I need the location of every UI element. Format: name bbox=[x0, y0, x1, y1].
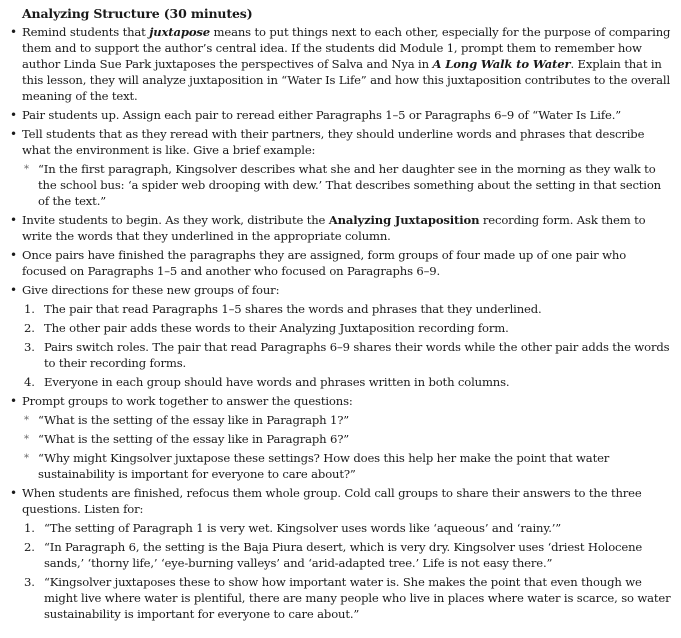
term-juxtapose: juxtapose bbox=[149, 25, 211, 39]
bullet-text: recording form. Ask them to write the words that they underlined in the appropriate column. bbox=[22, 213, 646, 243]
bullet-juxtapose-definition bbox=[8, 24, 671, 104]
section-heading: Analyzing Structure (30 minutes) bbox=[22, 6, 253, 21]
bullet-text: means to put things next to each other, especially for the purpose of comparing them and to support the author’s central idea. If the students did Module 1, prompt them to remember how author Linda Sue Park juxtaposes the perspectives of Salva and Nya in bbox=[22, 25, 671, 71]
item-number: 2. bbox=[24, 540, 35, 554]
question-item: * “Why might Kingsolver juxtapose these settings? How does this help her make the point that water sustainability is important for everyone to care about?” bbox=[22, 450, 671, 482]
bullet-pair-students: • Pair students up. Assign each pair to reread either Paragraphs 1–5 or Paragraphs 6–9 of “Water Is Life.” bbox=[8, 107, 671, 123]
item-number: 3. bbox=[24, 575, 35, 589]
bullet-text: Invite students to begin. As they work, distribute the bbox=[22, 213, 329, 227]
bullet-refocus-group bbox=[8, 485, 671, 622]
answer-item bbox=[22, 520, 671, 536]
bullet-text: Remind students that bbox=[22, 25, 150, 39]
bullet-invite-students bbox=[8, 212, 671, 244]
item-text: “The setting of Paragraph 1 is very wet. Kingsolver uses words like ‘aqueous’ and ‘rainy.’” bbox=[44, 521, 562, 535]
bullet-text: When students are finished, refocus them whole group. Cold call groups to share their answers to the three questions. Listen for: bbox=[22, 486, 642, 516]
direction-item bbox=[22, 339, 671, 371]
direction-item bbox=[22, 320, 671, 336]
example-item: * “In the first paragraph, Kingsolver describes what she and her daughter see in the morning as they walk to the school bus: ‘a spider web drooping with dew.’ That describes something about the setting in that section of the text.” bbox=[22, 161, 671, 209]
form-name: Analyzing Juxtaposition bbox=[328, 213, 480, 227]
question-item: * “What is the setting of the essay like in Paragraph 6?” bbox=[22, 431, 671, 447]
answer-item bbox=[22, 539, 671, 571]
item-text: Everyone in each group should have words and phrases written in both columns. bbox=[44, 375, 510, 389]
answer-item bbox=[22, 574, 671, 622]
item-number: 2. bbox=[24, 321, 35, 335]
question-list bbox=[22, 412, 671, 482]
item-number: 4. bbox=[24, 375, 35, 389]
item-number: 1. bbox=[24, 521, 35, 535]
bullet-form-groups: • Once pairs have finished the paragraphs they are assigned, form groups of four made up of one pair who focused on Paragraphs 1–5 and another who focused on Paragraphs 6–9. bbox=[8, 247, 671, 279]
item-number: 1. bbox=[24, 302, 35, 316]
bullet-text: . Explain that in this lesson, they will analyze juxtaposition in “Water Is Life” and how this juxtaposition contributes to the overall meaning of the text. bbox=[22, 57, 671, 103]
question-item: * “What is the setting of the essay like in Paragraph 1?” bbox=[22, 412, 671, 428]
bullet-underline-instructions bbox=[8, 126, 671, 209]
direction-item bbox=[22, 374, 671, 390]
answers-list bbox=[22, 520, 671, 622]
book-title: A Long Walk to Water bbox=[432, 57, 571, 71]
bullet-group-directions bbox=[8, 282, 671, 390]
bullet-text: Prompt groups to work together to answer the questions: bbox=[22, 394, 353, 408]
directions-list bbox=[22, 301, 671, 390]
direction-item bbox=[22, 301, 671, 317]
example-list bbox=[22, 161, 671, 209]
item-text: The other pair adds these words to their Analyzing Juxtaposition recording form. bbox=[44, 321, 509, 335]
item-text: The pair that read Paragraphs 1–5 shares the words and phrases that they underlined. bbox=[44, 302, 542, 316]
instruction-list bbox=[8, 24, 671, 622]
item-text: Pairs switch roles. The pair that read Paragraphs 6–9 shares their words while the other pair adds the words to their recording forms. bbox=[44, 340, 670, 370]
item-text: “In Paragraph 6, the setting is the Baja Piura desert, which is very dry. Kingsolver uses ‘driest Holocene sands,’ ‘thorny life,’ ‘eye-burning valleys’ and ‘arid-adapted tree.’ Life is not easy there.” bbox=[44, 540, 643, 570]
bullet-prompt-questions bbox=[8, 393, 671, 482]
bullet-text: Give directions for these new groups of four: bbox=[22, 283, 280, 297]
item-number: 3. bbox=[24, 340, 35, 354]
bullet-text: Tell students that as they reread with their partners, they should underline words and phrases that describe what the environment is like. Give a brief example: bbox=[22, 127, 645, 157]
item-text: “Kingsolver juxtaposes these to show how important water is. She makes the point that even though we might live where water is plentiful, there are many people who live in places where water is scarce, so water sustainability is important for everyone to care about.” bbox=[44, 575, 671, 621]
